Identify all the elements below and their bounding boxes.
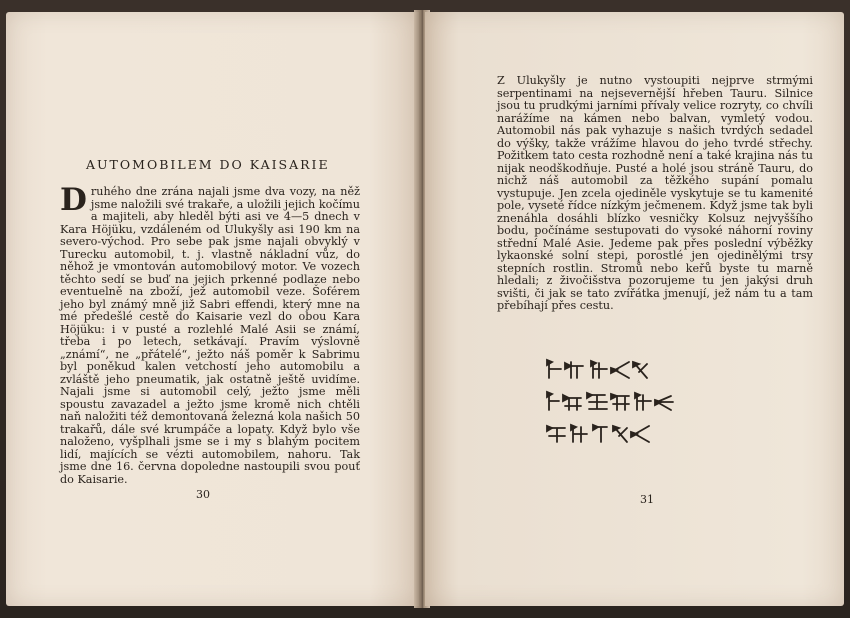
left-page-text (60, 182, 360, 486)
page-number-right: 31 (640, 493, 654, 506)
right-page-body: Z Ulukyšly je nutno vystoupiti nejprve strmými serpentinami na nejsevernější hřeben Tauru. Silnice jsou tu prudkými jarními přívaly velice rozryty, co chvíli narážíme na kámen nebo balvan, vymletý vodou. Automobil nás pak vyhazuje s našich tvrdých sedadel do výšky, takže vrážíme hlavou do jeho tvrdé střechy. Požitkem tato cesta rozhodně není a také krajina nás tu nijak neodškodňuje. Pusté a holé jsou stráně Tauru, do nichž náš automobil za těžkého supání pomalu vystupuje. Jen zcela ojediněle vyskytuje se tu kamenité pole, vyseté řídce nízkým ječmenem. Když jsme tak byli znenáhla dosáhli blízko vesničky Kolsuz nejvyššího bodu, počínáme sestupovati do vysoké náhorní roviny střední Malé Asie. Jedeme pak přes poslední výběžky lykaonské solní stepi, porostlé jen ojedinělými trsy stepních rostlin. Stromů nebo keřů byste tu marně hledali; z živočišstva pozorujeme tu jen jakýsi druh svišti, či jak se tato zvířátka jmenují, jež nám tu a tam přebíhají přes cestu. (497, 74, 813, 312)
chapter-title: AUTOMOBILEM DO KAISARIE (86, 157, 330, 172)
page-number-left: 30 (196, 488, 210, 501)
left-page (6, 12, 419, 606)
right-page (425, 12, 844, 606)
drop-cap: D (60, 182, 87, 218)
cuneiform-inscription-icon (545, 352, 765, 462)
left-page-body: ruhého dne zrána najali jsme dva vozy, na něž jsme naložili své trakaře, a uložili jejich kočímu a majiteli, aby hleděl býti asi ve 4—5 dnech v Kara Höjüku, vzdáleném od Ulukyšly asi 190 km na severo-východ. Pro sebe pak jsme najali obvyklý v Turecku automobil, t. j. vlastně nákladní vůz, do něhož je vmontován automobilový motor. Ve vozech těchto sedí se buď na jejich prkenné podlaze nebo eventuelně na zboží, jež automobil veze. Šoférem jeho byl známý mně již Sabri effendi, který mne na mé předešlé cestě do Kaisarie vezl do obou Kara Höjüku: i v pusté a rozlehlé Malé Asii se známí, třeba i po letech, setkávají. Pravím výslovně „známí“, ne „přátelé“, ježto náš poměr k Sabrimu byl poněkud kalen vetchostí jeho automobilu a zvláště jeho pneumatik, jak ostatně ještě uvidíme. Najali jsme si automobil celý, ježto jsme měli spoustu zavazadel a ježto jsme kromě nich chtěli naň naložiti též demontovaná železná kola našich 50 trakařů, dále své krumpáče a lopaty. Když bylo vše naloženo, vyšplhali jsme se i my s blahým pocitem lidí, majících se vézti automobilem, nahoru. Tak jsme dne 16. června dopoledne nastoupili svou pouť do Kaisarie. (60, 185, 360, 486)
